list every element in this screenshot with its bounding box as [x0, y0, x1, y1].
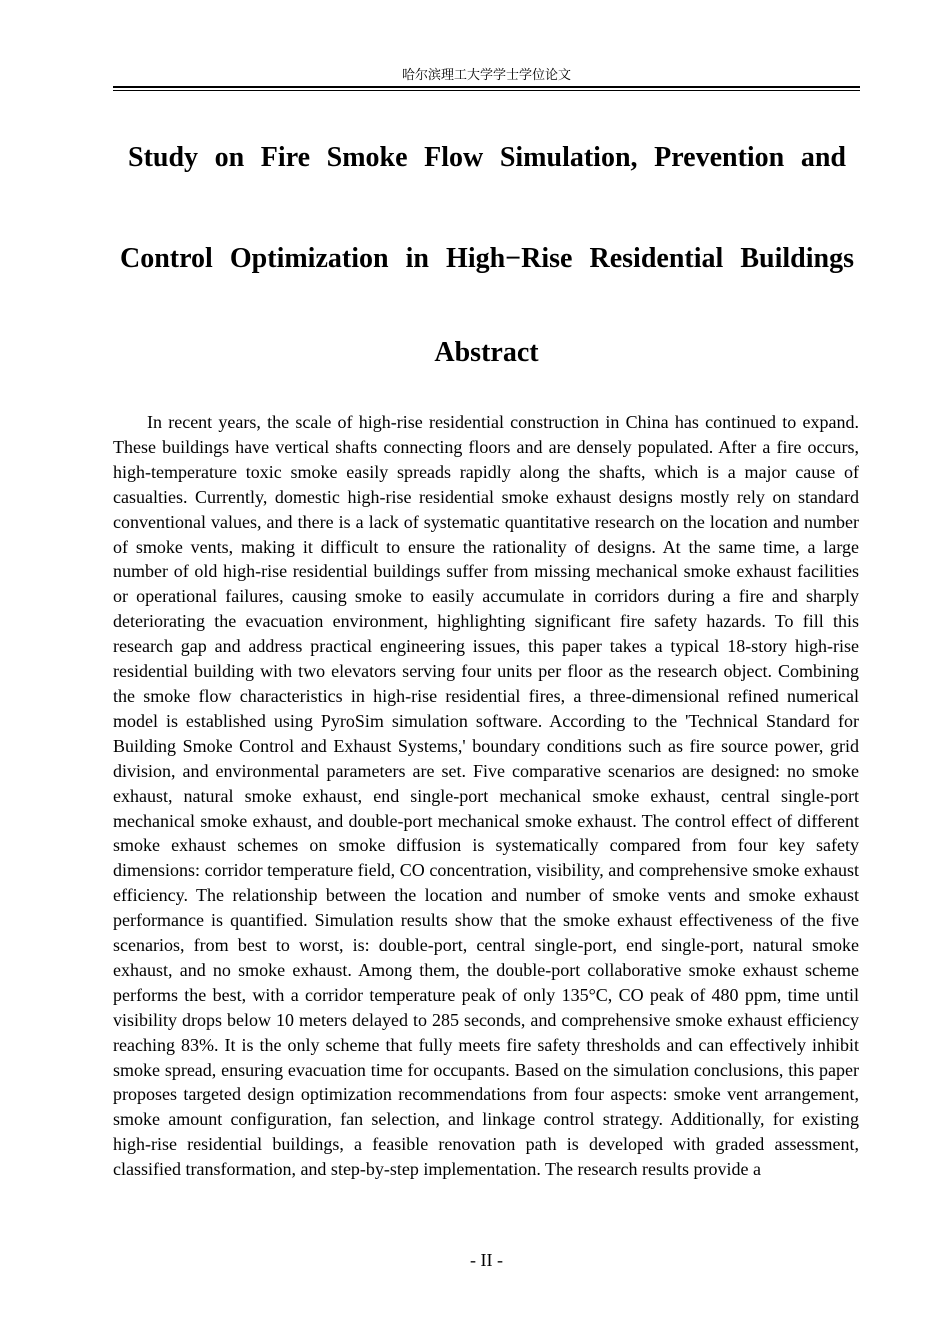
header-rule-thin: [113, 90, 860, 91]
paper-title-line-2: Control Optimization in High−Rise Residential Buildings: [120, 243, 854, 274]
abstract-body: In recent years, the scale of high-rise residential construction in China has continued to expand. These buildings have vertical shafts connecting floors and are densely populated. After a fire occurs, high-temperature toxic smoke easily spreads rapidly along the shafts, which is a major cause of casualties. Currently, domestic high-rise residential smoke exhaust designs mostly rely on standard conventional values, and there is a lack of systematic quantitative research on the location and number of smoke vents, making it difficult to ensure the rationality of designs. At the same time, a large number of old high-rise residential buildings suffer from missing mechanical smoke exhaust facilities or operational failures, causing smoke to easily accumulate in corridors during a fire and sharply deteriorating the evacuation environment, highlighting significant fire safety hazards. To fill this research gap and address practical engineering issues, this paper takes a typical 18-story high-rise residential building with two elevators serving four units per floor as the research object. Combining the smoke flow characteristics in high-rise residential fires, a three-dimensional refined numerical model is established using PyroSim simulation software. According to the 'Technical Standard for Building Smoke Control and Exhaust Systems,' boundary conditions such as fire source power, grid division, and environmental parameters are set. Five comparative scenarios are designed: no smoke exhaust, natural smoke exhaust, end single-port mechanical smoke exhaust, central single-port mechanical smoke exhaust, and double-port mechanical smoke exhaust. The control effect of different smoke exhaust schemes on smoke diffusion is systematically compared from four key safety dimensions: corridor temperature field, CO concentration, visibility, and comprehensive smoke exhaust efficiency. The relationship between the location and number of smoke vents and smoke exhaust performance is quantified. Simulation results show that the smoke exhaust effectiveness of the five scenarios, from best to worst, is: double-port, central single-port, end single-port, natural smoke exhaust, and no smoke exhaust. Among them, the double-port collaborative smoke exhaust scheme performs the best, with a corridor temperature peak of only 135°C, CO peak of 480 ppm, time until visibility drops below 10 meters delayed to 285 seconds, and comprehensive smoke exhaust efficiency reaching 83%. It is the only scheme that fully meets fire safety thresholds and can effectively inhibit smoke spread, ensuring evacuation time for occupants. Based on the simulation conclusions, this paper proposes targeted design optimization recommendations from four aspects: smoke vent arrangement, smoke amount configuration, fan selection, and linkage control strategy. Additionally, for existing high-rise residential buildings, a feasible renovation path is developed with graded assessment, classified transformation, and step-by-step implementation. The research results provide a: [113, 412, 859, 1180]
page-number: - II -: [470, 1250, 503, 1270]
header-rule-thick: [113, 86, 860, 88]
abstract-heading: Abstract: [434, 337, 539, 368]
paper-title-line-1: Study on Fire Smoke Flow Simulation, Prevention and: [128, 142, 846, 173]
running-header: 哈尔滨理工大学学士学位论文: [401, 68, 571, 83]
